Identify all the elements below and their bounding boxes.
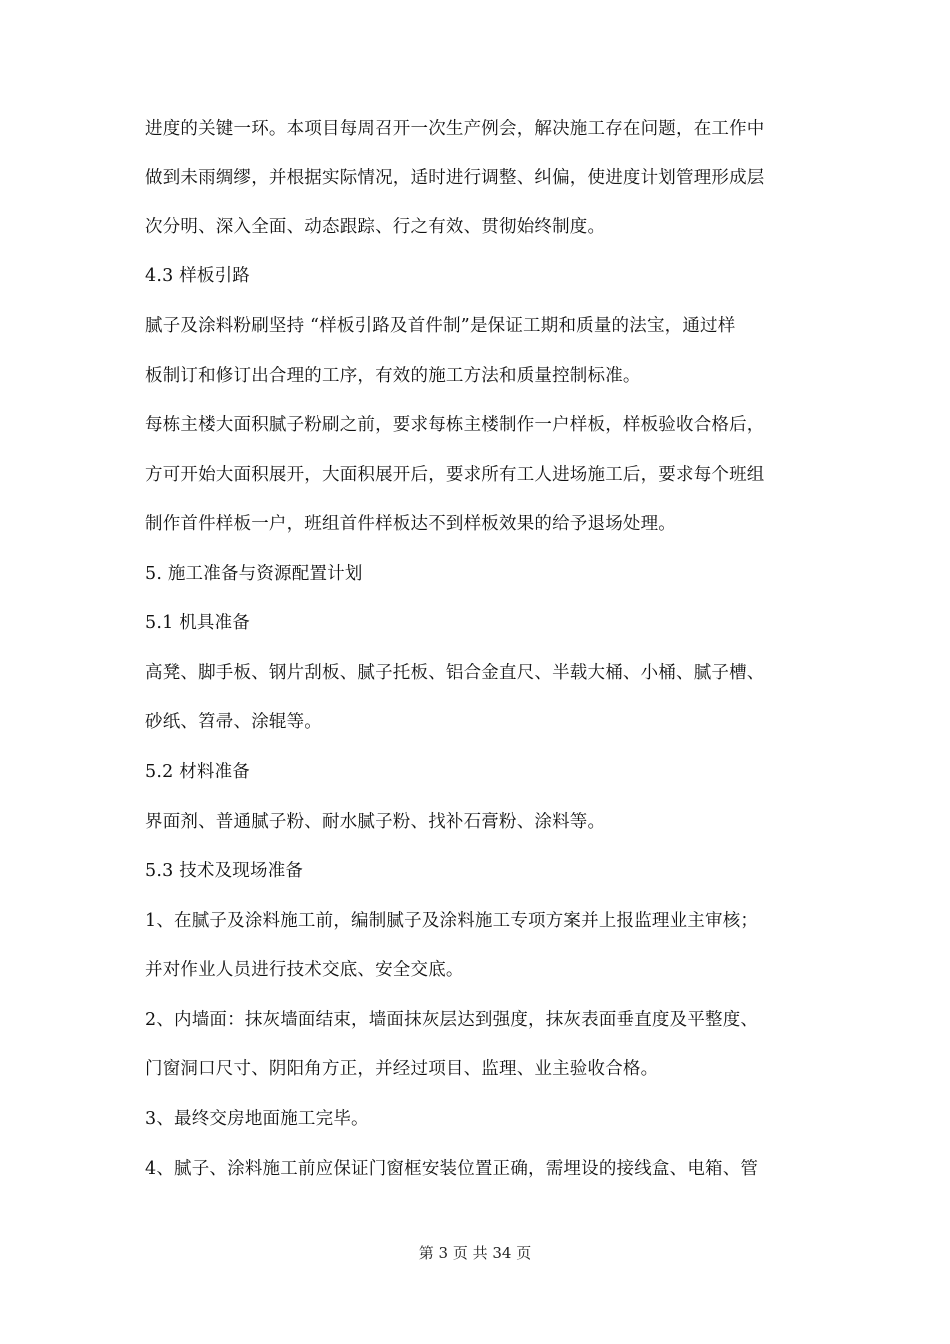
body-text-line: 高凳、脚手板、钢片刮板、腻子托板、铝合金直尺、半载大桶、小桶、腻子槽、: [145, 663, 765, 683]
body-text-line: 3、最终交房地面施工完毕。: [145, 1109, 369, 1129]
body-text-line: 次分明、深入全面、动态跟踪、行之有效、贯彻始终制度。: [145, 217, 606, 237]
body-text-line: 每栋主楼大面积腻子粉刷之前，要求每栋主楼制作一户样板，样板验收合格后，: [145, 415, 765, 435]
section-heading: 4.3 样板引路: [145, 266, 250, 286]
body-text-line: 1、在腻子及涂料施工前，编制腻子及涂料施工专项方案并上报监理业主审核；: [145, 911, 759, 931]
body-text-line: 制作首件样板一户，班组首件样板达不到样板效果的给予退场处理。: [145, 514, 676, 534]
page-number-footer: 第 3 页 共 34 页: [418, 1244, 532, 1262]
body-text-line: 门窗洞口尺寸、阴阳角方正，并经过项目、监理、业主验收合格。: [145, 1059, 659, 1079]
body-text-line: 进度的关键一环。本项目每周召开一次生产例会，解决施工存在问题，在工作中: [145, 119, 765, 139]
section-heading: 5.2 材料准备: [145, 762, 250, 782]
body-text-line: 板制订和修订出合理的工序，有效的施工方法和质量控制标准。: [145, 366, 641, 386]
body-text-line: 腻子及涂料粉刷坚持 “样板引路及首件制”是保证工期和质量的法宝，通过样: [145, 316, 736, 336]
body-text-line: 做到未雨绸缪，并根据实际情况，适时进行调整、纠偏，使进度计划管理形成层: [145, 168, 765, 188]
section-heading: 5.3 技术及现场准备: [145, 861, 304, 881]
body-text-line: 方可开始大面积展开，大面积展开后，要求所有工人进场施工后，要求每个班组: [145, 465, 765, 485]
body-text-line: 2、内墙面：抹灰墙面结束，墙面抹灰层达到强度，抹灰表面垂直度及平整度、: [145, 1010, 759, 1030]
section-heading: 5. 施工准备与资源配置计划: [145, 564, 363, 584]
body-text-line: 界面剂、普通腻子粉、耐水腻子粉、找补石膏粉、涂料等。: [145, 812, 606, 832]
body-text-line: 4、腻子、涂料施工前应保证门窗框安装位置正确，需埋设的接线盒、电箱、管: [145, 1159, 759, 1179]
body-text-line: 砂纸、笤帚、涂辊等。: [145, 712, 322, 732]
body-text-line: 并对作业人员进行技术交底、安全交底。: [145, 960, 464, 980]
section-heading: 5.1 机具准备: [145, 613, 250, 633]
